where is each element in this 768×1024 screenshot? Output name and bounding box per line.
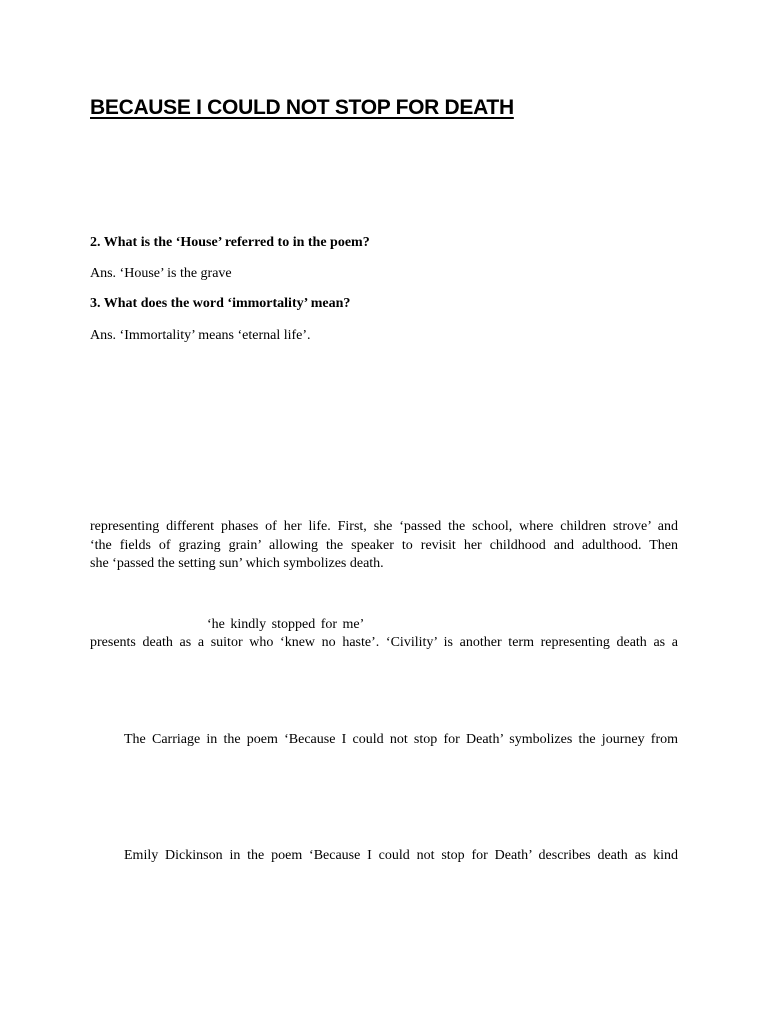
question-3: 3. What does the word ‘immortality’ mean?	[90, 296, 351, 311]
kindly-quote: ‘he kindly stopped for me’	[207, 617, 365, 632]
phases-paragraph-line-3: she ‘passed the setting sun’ which symbolizes death.	[90, 556, 384, 571]
answer-3: Ans. ‘Immortality’ means ‘eternal life’.	[90, 328, 311, 343]
phases-paragraph-line-1: representing different phases of her life. First, she ‘passed the school, where children strove’ and	[90, 519, 678, 534]
answer-2: Ans. ‘House’ is the grave	[90, 266, 232, 281]
phases-paragraph-line-2: ‘the fields of grazing grain’ allowing the speaker to revisit her childhood and adulthood. Then	[90, 538, 678, 553]
suitor-paragraph-line: presents death as a suitor who ‘knew no haste’. ‘Civility’ is another term representing death as a	[90, 635, 678, 650]
question-2: 2. What is the ‘House’ referred to in the poem?	[90, 235, 370, 250]
document-title: BECAUSE I COULD NOT STOP FOR DEATH	[90, 96, 514, 119]
dickinson-paragraph-line: Emily Dickinson in the poem ‘Because I could not stop for Death’ describes death as kind	[124, 848, 678, 863]
carriage-paragraph-line: The Carriage in the poem ‘Because I could not stop for Death’ symbolizes the journey from	[124, 732, 678, 747]
